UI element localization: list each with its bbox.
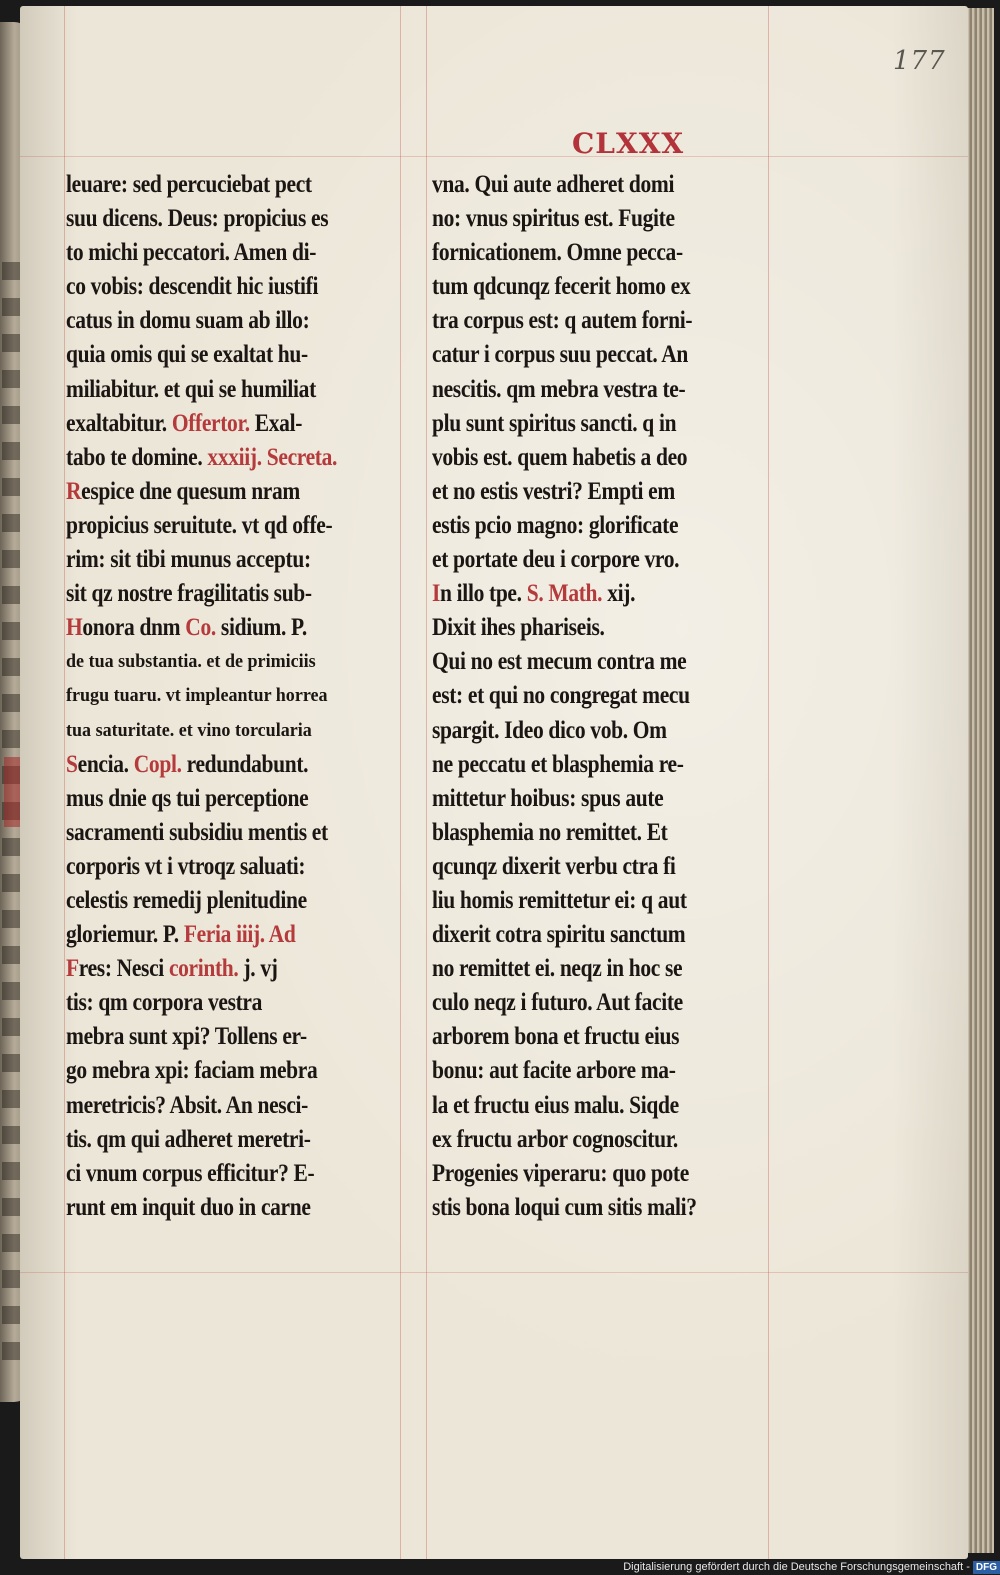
text-line	[432, 304, 776, 338]
rubric-text: Copl.	[133, 750, 182, 778]
line-text: bonu: aut facite arbore ma-	[432, 1057, 676, 1085]
line-text: runt em inquit duo in carne	[66, 1193, 311, 1221]
text-line	[432, 884, 776, 918]
line-text: de tua substantia. et de primiciis	[66, 651, 316, 673]
line-text: to michi peccatori. Amen di-	[66, 239, 317, 267]
line-text: Qui no est mecum contra me	[432, 648, 687, 676]
text-line	[66, 1089, 410, 1123]
line-text: tra corpus est: q autem forni-	[432, 307, 693, 335]
line-text: tis. qm qui adheret meretri-	[66, 1125, 311, 1153]
ruling-line	[20, 156, 968, 157]
line-text: propicius seruitute. vt qd offe-	[66, 511, 333, 539]
line-text: liu homis remittetur ei: q aut	[432, 886, 687, 914]
text-line	[66, 441, 410, 475]
line-text: quia omis qui se exaltat hu-	[66, 341, 308, 369]
text-line	[66, 338, 410, 372]
line-text: espice dne quesum nram	[81, 477, 300, 505]
text-line	[432, 577, 776, 611]
text-line	[66, 509, 410, 543]
text-line	[432, 714, 776, 748]
line-text: spargit. Ideo dico vob. Om	[432, 716, 667, 744]
line-text: qcunqz dixerit verbu ctra fi	[432, 852, 676, 880]
text-line	[66, 952, 410, 986]
line-text: blasphemia no remittet. Et	[432, 818, 668, 846]
text-line	[432, 543, 776, 577]
text-line	[432, 1089, 776, 1123]
line-text: mebra sunt xpi? Tollens er-	[66, 1023, 307, 1051]
line-text: ne peccatu et blasphemia re-	[432, 750, 684, 778]
line-text: culo neqz i futuro. Aut facite	[432, 989, 683, 1017]
line-text: fornicationem. Omne pecca-	[432, 239, 683, 267]
text-line	[432, 168, 776, 202]
line-text: mus dnie qs tui perceptione	[66, 784, 309, 812]
text-line	[432, 1157, 776, 1191]
text-line	[432, 1020, 776, 1054]
line-text: frugu tuaru. vt impleantur horrea	[66, 685, 328, 707]
handwritten-folio-number: 177	[893, 46, 946, 76]
line-text: mittetur hoibus: spus aute	[432, 784, 664, 812]
line-text: Dixit ihes phariseis.	[432, 614, 605, 642]
line-text: exaltabitur.	[66, 409, 172, 437]
ruling-line	[20, 1272, 968, 1273]
printed-folio-number: CLXXX	[572, 127, 685, 160]
line-text: dixerit cotra spiritu sanctum	[432, 921, 686, 949]
line-text: et portate deu i corpore vro.	[432, 546, 680, 574]
line-text: ex fructu arbor cognoscitur.	[432, 1125, 678, 1153]
text-line	[66, 645, 446, 679]
text-line	[66, 918, 410, 952]
rubric-text: xxxiij. Secreta.	[207, 443, 338, 471]
text-line	[66, 816, 410, 850]
line-text: corporis vt i vtroqz saluati:	[66, 852, 306, 880]
line-text: vobis est. quem habetis a deo	[432, 443, 688, 471]
text-line	[432, 338, 776, 372]
text-line	[432, 202, 776, 236]
line-text: co vobis: descendit hic iustifi	[66, 273, 319, 301]
line-text: suu dicens. Deus: propicius es	[66, 205, 329, 233]
text-line	[66, 782, 410, 816]
line-text: et no estis vestri? Empti em	[432, 477, 675, 505]
line-text: gloriemur. P.	[66, 921, 184, 949]
line-text: nescitis. qm mebra vestra te-	[432, 375, 686, 403]
text-line	[66, 1123, 410, 1157]
line-text: tabo te domine.	[66, 443, 208, 471]
line-text: arborem bona et fructu eius	[432, 1023, 680, 1051]
text-line	[66, 407, 410, 441]
rubric-text: Offertor.	[171, 409, 250, 437]
text-line	[66, 304, 410, 338]
ruling-line	[426, 6, 427, 1559]
line-text: res: Nesci	[78, 955, 169, 983]
line-text: rim: sit tibi munus acceptu:	[66, 546, 311, 574]
text-line	[66, 1157, 410, 1191]
text-line	[66, 270, 410, 304]
rubric-text: R	[66, 477, 82, 505]
text-line	[66, 1054, 410, 1088]
text-line	[66, 850, 410, 884]
line-text: redundabunt.	[181, 750, 309, 778]
line-text: sacramenti subsidiu mentis et	[66, 818, 328, 846]
text-line	[432, 236, 776, 270]
text-line	[66, 986, 410, 1020]
text-line	[432, 645, 776, 679]
text-line	[432, 679, 776, 713]
text-line	[66, 373, 410, 407]
text-line	[432, 1054, 776, 1088]
text-line	[66, 748, 410, 782]
text-line	[66, 543, 410, 577]
text-line	[432, 441, 776, 475]
line-text: miliabitur. et qui se humiliat	[66, 375, 316, 403]
line-text: tum qdcunqz fecerit homo ex	[432, 273, 691, 301]
digitization-credit	[600, 1559, 1000, 1575]
text-line	[432, 270, 776, 304]
text-line	[66, 1020, 410, 1054]
rubric-text: S	[66, 750, 78, 778]
line-text: catur i corpus suu peccat. An	[432, 341, 689, 369]
rubric-text: I	[432, 580, 441, 608]
text-column-right	[432, 168, 777, 1225]
line-text: est: et qui no congregat mecu	[432, 682, 690, 710]
text-line	[66, 884, 410, 918]
line-text: tua saturitate. et vino torcularia	[66, 719, 312, 741]
text-line	[66, 1191, 410, 1225]
line-text: ci vnum corpus efficitur? E-	[66, 1159, 315, 1187]
line-text: Progenies viperaru: quo pote	[432, 1159, 689, 1187]
line-text: no: vnus spiritus est. Fugite	[432, 205, 675, 233]
line-text: encia.	[77, 750, 134, 778]
text-column-left	[66, 168, 411, 1225]
text-line	[432, 475, 776, 509]
text-line	[66, 679, 446, 713]
ruling-line	[64, 6, 65, 1559]
text-line	[432, 952, 776, 986]
text-line	[432, 407, 776, 441]
text-line	[432, 918, 776, 952]
text-line	[432, 782, 776, 816]
line-text: no remittet ei. neqz in hoc se	[432, 955, 683, 983]
text-line	[66, 714, 446, 748]
line-text: xij.	[602, 580, 636, 608]
text-line	[432, 509, 776, 543]
text-line	[432, 1191, 776, 1225]
text-line	[66, 202, 410, 236]
line-text: celestis remedij plenitudine	[66, 886, 307, 914]
rubric-text: F	[66, 955, 79, 983]
text-line	[66, 236, 410, 270]
line-text: vna. Qui aute adheret domi	[432, 171, 675, 198]
line-text: plu sunt spiritus sancti. q in	[432, 409, 677, 437]
text-line	[432, 986, 776, 1020]
line-text: catus in domu suam ab illo:	[66, 307, 310, 335]
text-line	[66, 168, 410, 202]
rubric-text: Feria iiij. Ad	[183, 921, 296, 949]
rubric-text: S. Math.	[526, 580, 603, 608]
dfg-logo: DFG	[973, 1561, 1000, 1574]
line-text: j. vj	[238, 955, 278, 983]
text-line	[432, 1123, 776, 1157]
line-text: la et fructu eius malu. Siqde	[432, 1091, 679, 1119]
text-line	[432, 611, 776, 645]
rubric-text: H	[66, 614, 83, 642]
line-text: Exal-	[249, 409, 303, 437]
line-text: go mebra xpi: faciam mebra	[66, 1057, 318, 1085]
text-line	[432, 850, 776, 884]
line-text: tis: qm corpora vestra	[66, 989, 263, 1017]
text-line	[66, 475, 410, 509]
line-text: meretricis? Absit. An nesci-	[66, 1091, 308, 1119]
credit-text: Digitalisierung gefördert durch die Deutsche Forschungsgemeinschaft -	[623, 1561, 970, 1573]
text-line	[432, 748, 776, 782]
line-text: onora dnm	[82, 614, 186, 642]
line-text: stis bona loqui cum sitis mali?	[432, 1193, 697, 1221]
text-line	[432, 373, 776, 407]
text-line	[66, 611, 410, 645]
line-text: estis pcio magno: glorificate	[432, 511, 679, 539]
rubric-text: corinth.	[168, 955, 239, 983]
rubric-text: Co.	[185, 614, 216, 642]
line-text: n illo tpe.	[440, 580, 527, 608]
line-text: sidium. P.	[215, 614, 307, 642]
line-text: sit qz nostre fragilitatis sub-	[66, 580, 312, 608]
line-text: leuare: sed percuciebat pect	[66, 171, 312, 198]
text-line	[432, 816, 776, 850]
text-line	[66, 577, 410, 611]
